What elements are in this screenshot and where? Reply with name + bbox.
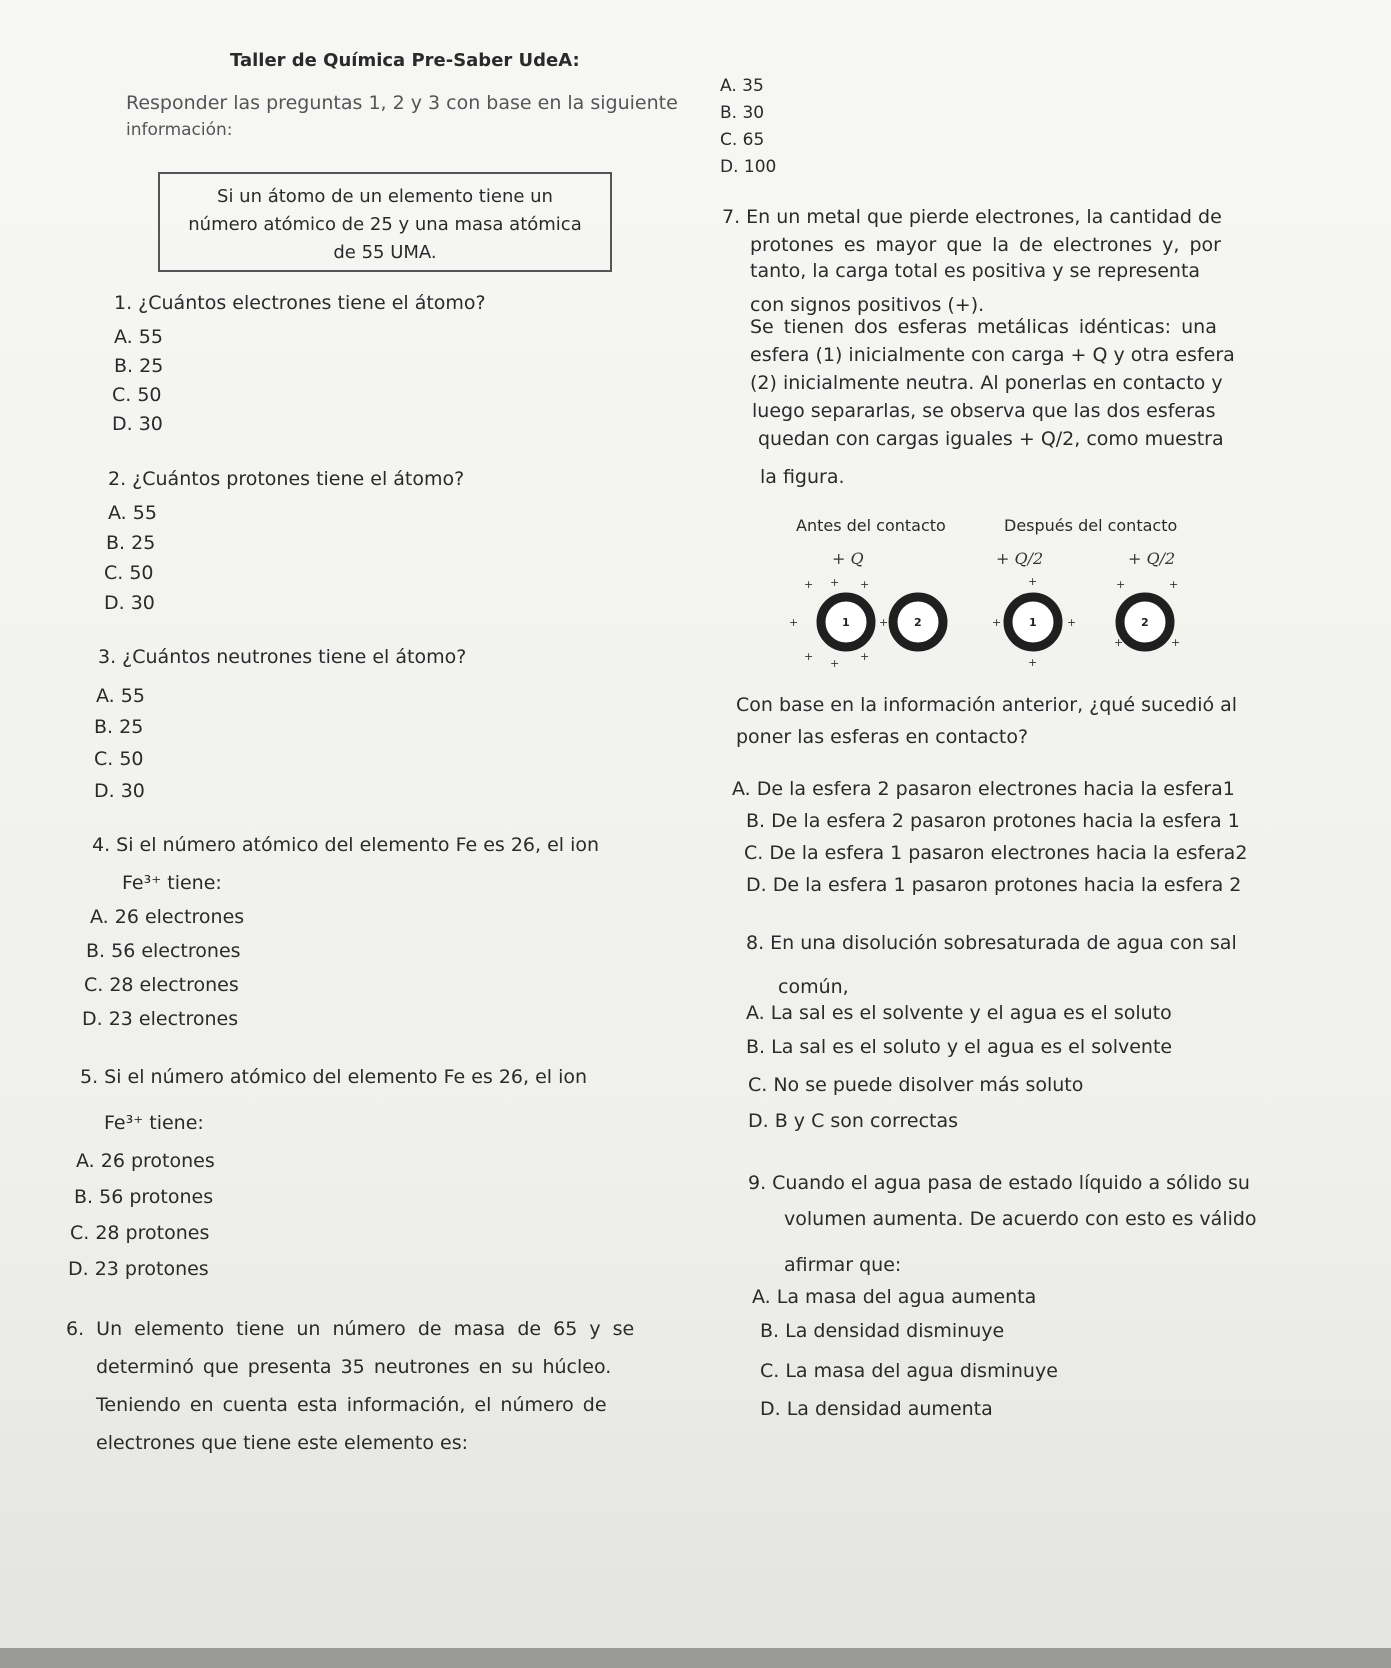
q4-option-d[interactable]: D. 23 electrones <box>82 1008 239 1030</box>
question-6-line3: Teniendo en cuenta esta información, el número de <box>96 1394 607 1416</box>
question-8-line1: 8. En una disolución sobresaturada de agua con sal <box>746 932 1237 954</box>
q7-option-c[interactable]: C. De la esfera 1 pasaron electrones hacia la esfera2 <box>744 842 1248 864</box>
plus-sign: + <box>1171 636 1181 649</box>
info-box-line3: de 55 UMA. <box>333 242 437 263</box>
q6-option-b[interactable]: B. 30 <box>720 103 765 123</box>
question-5-text: 5. Si el número atómico del elemento Fe es 26, el ion <box>80 1066 588 1088</box>
question-2-text: 2. ¿Cuántos protones tiene el átomo? <box>108 468 465 490</box>
charge-half-label-2: + Q/2 <box>1128 549 1176 568</box>
q1-option-a[interactable]: A. 55 <box>114 326 163 348</box>
q5-option-a[interactable]: A. 26 protones <box>76 1150 215 1172</box>
q8-option-d[interactable]: D. B y C son correctas <box>748 1110 959 1132</box>
plus-sign: + <box>992 616 1002 629</box>
plus-sign: + <box>830 576 840 589</box>
plus-sign: + <box>860 650 870 663</box>
plus-sign: + <box>1067 616 1077 629</box>
plus-sign: + <box>879 616 889 629</box>
charge-q-label: + Q <box>832 549 864 568</box>
q9-option-d[interactable]: D. La densidad aumenta <box>760 1398 993 1420</box>
q8-option-a[interactable]: A. La sal es el solvente y el agua es el soluto <box>746 1002 1172 1024</box>
q5-option-d[interactable]: D. 23 protones <box>68 1258 209 1280</box>
q2-option-b[interactable]: B. 25 <box>106 532 156 554</box>
worksheet-title: Taller de Química Pre-Saber UdeA: <box>230 50 580 71</box>
q8-option-c[interactable]: C. No se puede disolver más soluto <box>748 1074 1084 1096</box>
question-6-line2: determinó que presenta 35 neutrones en su húcleo. <box>96 1356 612 1378</box>
question-9-line2: volumen aumenta. De acuerdo con esto es válido <box>784 1208 1257 1230</box>
intro-text-line2: información: <box>126 120 233 140</box>
q1-option-d[interactable]: D. 30 <box>112 413 163 435</box>
q4-option-b[interactable]: B. 56 electrones <box>86 940 241 962</box>
sphere-1-after-label: 1 <box>1029 616 1037 629</box>
q2-option-c[interactable]: C. 50 <box>104 562 154 584</box>
q5-option-b[interactable]: B. 56 protones <box>74 1186 214 1208</box>
intro-text-line1: Responder las preguntas 1, 2 y 3 con base en la siguiente <box>126 92 678 114</box>
q9-option-c[interactable]: C. La masa del agua disminuye <box>760 1360 1058 1382</box>
plus-sign: + <box>789 616 799 629</box>
plus-sign: + <box>860 578 870 591</box>
q6-option-a[interactable]: A. 35 <box>720 76 764 96</box>
plus-sign: + <box>1028 575 1038 588</box>
q3-option-a[interactable]: A. 55 <box>96 685 145 707</box>
question-7-line8: luego separarlas, se observa que las dos esferas <box>752 400 1216 422</box>
figure-after-label: Después del contacto <box>1004 516 1178 535</box>
sphere-2-before-label: 2 <box>914 616 922 629</box>
figure-before-label: Antes del contacto <box>796 516 946 535</box>
plus-sign: + <box>1169 578 1179 591</box>
q4-option-a[interactable]: A. 26 electrones <box>90 906 245 928</box>
plus-sign: + <box>830 657 840 670</box>
question-3-text: 3. ¿Cuántos neutrones tiene el átomo? <box>98 646 467 668</box>
q1-option-b[interactable]: B. 25 <box>114 355 164 377</box>
question-7-line10: la figura. <box>760 466 845 488</box>
plus-sign: + <box>1028 656 1038 669</box>
question-7-line7: (2) inicialmente neutra. Al ponerlas en contacto y <box>750 372 1223 394</box>
question-9-line1: 9. Cuando el agua pasa de estado líquido a sólido su <box>748 1172 1250 1194</box>
q6-option-c[interactable]: C. 65 <box>720 130 765 150</box>
plus-sign: + <box>1116 578 1126 591</box>
question-7-line1: 7. En un metal que pierde electrones, la cantidad de <box>722 206 1222 228</box>
info-box-line1: Si un átomo de un elemento tiene un <box>217 186 553 207</box>
q5-option-c[interactable]: C. 28 protones <box>70 1222 210 1244</box>
q2-option-d[interactable]: D. 30 <box>104 592 155 614</box>
question-7-line2: protones es mayor que la de electrones y, por <box>750 234 1221 256</box>
charge-spheres-figure <box>780 540 1220 710</box>
plus-sign: + <box>804 578 814 591</box>
question-8-line2: común, <box>778 976 849 998</box>
question-7-followup-line2: poner las esferas en contacto? <box>736 726 1029 748</box>
question-1-text: 1. ¿Cuántos electrones tiene el átomo? <box>114 292 486 314</box>
q8-option-b[interactable]: B. La sal es el soluto y el agua es el solvente <box>746 1036 1173 1058</box>
q3-option-c[interactable]: C. 50 <box>94 748 144 770</box>
sphere-1-before-label: 1 <box>842 616 850 629</box>
q6-option-d[interactable]: D. 100 <box>720 157 777 177</box>
question-7-line9: quedan con cargas iguales + Q/2, como muestra <box>758 428 1224 450</box>
info-box-line2: número atómico de 25 y una masa atómica <box>188 214 582 235</box>
q7-option-d[interactable]: D. De la esfera 1 pasaron protones hacia la esfera 2 <box>746 874 1242 896</box>
question-6-line1: 6. Un elemento tiene un número de masa de 65 y se <box>66 1318 635 1340</box>
plus-sign: + <box>1114 636 1124 649</box>
q3-option-b[interactable]: B. 25 <box>94 716 144 738</box>
q3-option-d[interactable]: D. 30 <box>94 780 145 802</box>
q7-option-a[interactable]: A. De la esfera 2 pasaron electrones hacia la esfera1 <box>732 778 1235 800</box>
question-7-line6: esfera (1) inicialmente con carga + Q y otra esfera <box>750 344 1235 366</box>
q9-option-a[interactable]: A. La masa del agua aumenta <box>752 1286 1037 1308</box>
question-9-line3: afirmar que: <box>784 1254 902 1276</box>
question-7-line3: tanto, la carga total es positiva y se representa <box>750 260 1201 282</box>
page-bottom-edge <box>0 1648 1391 1668</box>
q9-option-b[interactable]: B. La densidad disminuye <box>760 1320 1005 1342</box>
q4-option-c[interactable]: C. 28 electrones <box>84 974 239 996</box>
q7-option-b[interactable]: B. De la esfera 2 pasaron protones hacia la esfera 1 <box>746 810 1240 832</box>
info-box <box>158 172 612 272</box>
q2-option-a[interactable]: A. 55 <box>108 502 157 524</box>
question-4-text: 4. Si el número atómico del elemento Fe es 26, el ion <box>92 834 600 856</box>
plus-sign: + <box>804 650 814 663</box>
question-6-line4: electrones que tiene este elemento es: <box>96 1432 469 1454</box>
question-5-ion: Fe³⁺ tiene: <box>104 1112 204 1134</box>
question-7-line4: con signos positivos (+). <box>750 294 985 316</box>
question-4-ion: Fe³⁺ tiene: <box>122 872 222 894</box>
sphere-2-after-label: 2 <box>1141 616 1149 629</box>
q1-option-c[interactable]: C. 50 <box>112 384 162 406</box>
question-7-followup-line1: Con base en la información anterior, ¿qué sucedió al <box>736 694 1238 716</box>
question-7-line5: Se tienen dos esferas metálicas idénticas: una <box>750 316 1217 338</box>
charge-half-label-1: + Q/2 <box>996 549 1044 568</box>
